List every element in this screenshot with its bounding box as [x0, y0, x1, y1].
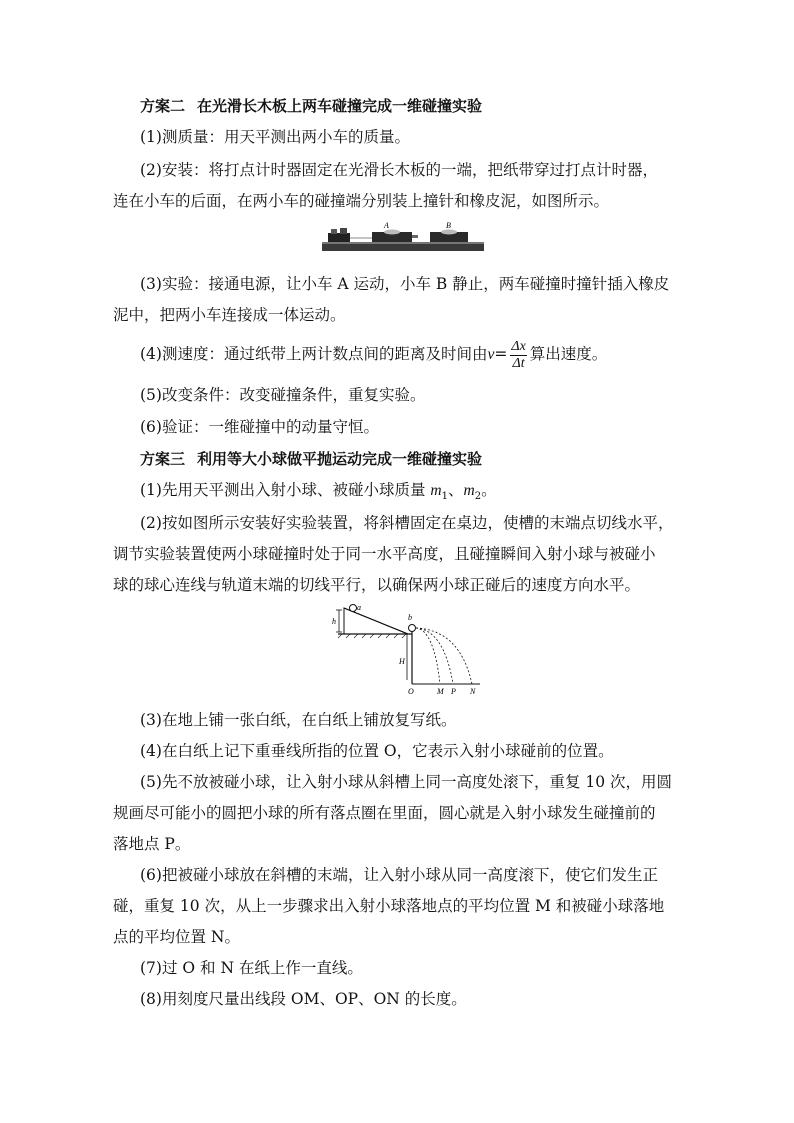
ball-b-label: b: [408, 613, 412, 622]
plan3-step2-line1: (2)按如图所示安装好实验装置，将斜槽固定在桌边，使槽的末端点切线水平，: [140, 514, 674, 532]
plan2-step4: [140, 336, 715, 372]
target-ball: [409, 625, 416, 632]
plan3-heading: [140, 449, 715, 469]
plan3-step8: (8)用刻度尺量出线段 OM、OP、ON 的长度。: [140, 990, 467, 1008]
plan3-step3: (3)在地上铺一张白纸，在白纸上铺放复写纸。: [140, 711, 457, 729]
velocity-fraction: [510, 339, 526, 372]
plan2-step2-line1: (2)安装：将打点计时器固定在光滑长木板的一端，把纸带穿过打点计时器，: [140, 161, 658, 179]
fraction-denominator: Δt: [512, 355, 525, 371]
ball-a-label: a: [357, 604, 361, 612]
plan2-step4-pre: (4)测速度：通过纸带上两计数点间的距离及时间由: [140, 345, 488, 363]
height-h-label: h: [332, 617, 336, 626]
plan3-step2-line3: 球的球心连线与轨道末端的切线平行，以确保两小球正碰后的速度方向水平。: [113, 576, 641, 594]
mass2-subscript: 2: [474, 491, 482, 503]
plan3-step6-line1: (6)把被碰小球放在斜槽的末端，让入射小球从同一高度滚下，使它们发生正: [140, 866, 658, 884]
trajectory-p: [416, 628, 453, 684]
plan3-step6-line3: 点的平均位置 N。: [113, 928, 240, 946]
plan3-step6-line2: 碰，重复 10 次，从上一步骤求出入射小球落地点的平均位置 M 和被碰小球落地: [113, 897, 665, 915]
cart-collision-figure: [322, 220, 484, 254]
plan3-step1-text: (1)先用天平测出入射小球、被碰小球质量: [140, 481, 426, 499]
plan2-step1: (1)测质量：用天平测出两小车的质量。: [140, 128, 410, 146]
plan3-step5-line1: (5)先不放被碰小球，让入射小球从斜槽上同一高度处滚下，重复 10 次，用圆: [140, 773, 673, 791]
plan2-step6: (6)验证：一维碰撞中的动量守恒。: [140, 418, 379, 436]
separator: 、: [447, 481, 464, 499]
plan2-heading-label: 方案二: [140, 97, 186, 115]
projectile-collision-figure: [330, 604, 490, 696]
incident-ball: [350, 605, 357, 612]
plan3-step2-line2: 调节实验装置使两小球碰撞时处于同一水平高度，且碰撞瞬间入射小球与被碰小: [113, 545, 656, 563]
plan2-step2-line2: 连在小车的后面，在两小车的碰撞端分别装上撞针和橡皮泥，如图所示。: [113, 192, 610, 210]
point-o-label: O: [408, 687, 414, 696]
mass1-symbol: m: [430, 482, 442, 499]
plan3-step4: (4)在白纸上记下重垂线所指的位置 O，它表示入射小球碰前的位置。: [140, 742, 614, 760]
trajectory-m: [416, 628, 440, 684]
point-m-label: M: [437, 687, 444, 696]
timer-device: [328, 233, 350, 242]
period: 。: [481, 481, 497, 499]
plan2-step4-post: 算出速度。: [529, 345, 608, 363]
point-p-label: P: [451, 687, 456, 696]
plan2-step3-line1: (3)实验：接通电源，让小车 A 运动，小车 B 静止，两车碰撞时撞针插入橡皮: [140, 275, 670, 293]
plan2-heading-title: 在光滑长木板上两车碰撞完成一维碰撞实验: [197, 97, 483, 115]
mass1-subscript: 1: [441, 491, 448, 503]
equals-sign: =: [494, 345, 508, 363]
cart-b-label: B: [446, 221, 451, 230]
plan2-heading: [140, 96, 715, 116]
plan2-step3-line2: 泥中，把两小车连接成一体运动。: [113, 306, 346, 324]
plan3-step7: (7)过 O 和 N 在纸上作一直线。: [140, 959, 363, 977]
cart-a-label: A: [384, 221, 389, 230]
plan3-step5-line2: 规画尽可能小的圆把小球的所有落点圈在里面，圆心就是入射小球发生碰撞前的: [113, 804, 656, 822]
point-n-label: N: [470, 687, 476, 696]
plan2-step5: (5)改变条件：改变碰撞条件，重复实验。: [140, 386, 426, 404]
plan3-step1: [140, 480, 715, 507]
velocity-symbol: v: [487, 346, 495, 363]
plan3-heading-label: 方案三: [140, 450, 186, 468]
fraction-numerator: Δx: [511, 338, 526, 354]
plan3-heading-title: 利用等大小球做平抛运动完成一维碰撞实验: [197, 450, 483, 468]
trajectory-n: [416, 628, 472, 684]
mass2-symbol: m: [463, 482, 475, 499]
plan3-step5-line3: 落地点 P。: [113, 835, 191, 853]
height-H-label: H: [399, 657, 405, 666]
